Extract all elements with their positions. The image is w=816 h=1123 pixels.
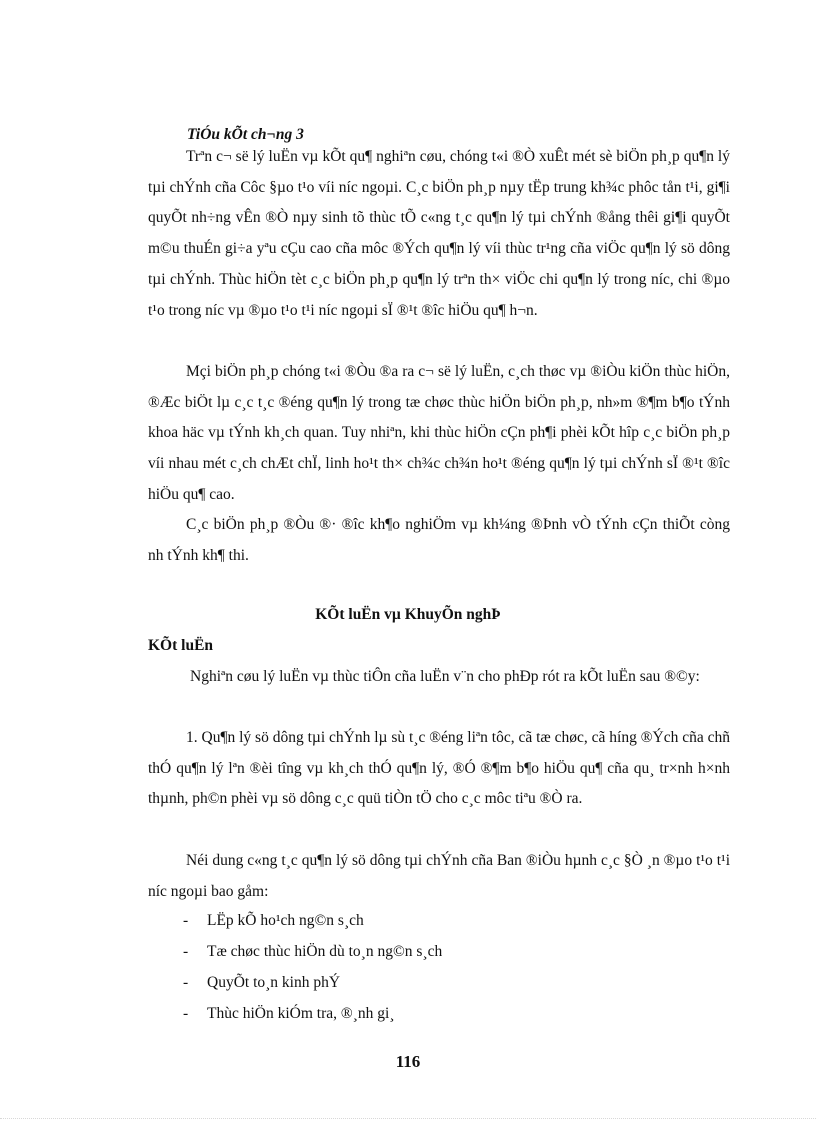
list-item: - Thùc hiÖn kiÓm tra, ®¸nh gi¸ [183, 1005, 395, 1022]
page-number: 116 [395, 1052, 421, 1071]
summary-paragraph-1: Trªn c¬ së lý luËn vµ kÕt qu¶ nghiªn cøu, chóng t«i ®Ò xuÊt mét sè biÖn ph¸p qu¶n lý tµi chÝnh cña Côc §µo t¹o víi níc ngoµi. C¸c biÖn ph¸p nµy tËp trung kh¾c phôc tån t¹i, gi¶i quyÕt nh÷ng vÊn ®Ò nµy sinh tõ thùc tÕ c«ng t¸c qu¶n lý tµi chÝnh ®ång thêi gi¶i quyÕt m©u thuÉn gi÷a yªu cÇu cao cña môc ®Ých qu¶n lý víi thùc tr¹ng cña viÖc qu¶n lý sö dông tµi chÝnh. Thùc hiÖn tèt c¸c biÖn ph¸p qu¶n lý trªn th× viÖc chi qu¶n lý trong níc, chi ®µo t¹o trong níc vµ ®µo t¹o t¹i níc ngoµi sÏ ®¹t ®îc hiÖu qu¶ h¬n. [148, 148, 730, 319]
conclusion-point-1: 1. Qu¶n lý sö dông tµi chÝnh lµ sù t¸c ®éng liªn tôc, cã tæ chøc, cã híng ®Ých cña chñ thÓ qu¶n lý lªn ®èi tîng vµ kh¸ch thÓ qu¶n lý, ®Ó ®¶m b¶o hiÖu qu¶ cña qu¸ tr×nh h×nh thµnh, ph©n phèi vµ sö dông c¸c quü tiÒn tÖ cho c¸c môc tiªu ®Ò ra. [148, 729, 730, 808]
section-summary-heading: TiÓu kÕt ch¬ng 3 [187, 126, 304, 143]
conclusion-intro: Nghiªn cøu lý luËn vµ thùc tiÔn cña luËn v¨n cho phÐp rót ra kÕt luËn sau ®©y: [190, 668, 700, 685]
budget-tasks-list [183, 905, 442, 1029]
summary-paragraph-2: Mçi biÖn ph¸p chóng t«i ®Òu ®a ra c¬ së lý luËn, c¸ch thøc vµ ®iÒu kiÖn thùc hiÖn, ®Æc biÖt lµ c¸c t¸c ®éng qu¶n lý trong tæ chøc thùc hiÖn biÖn ph¸p, nh»m ®¶m b¶o tÝnh khoa häc vµ tÝnh kh¸ch quan. Tuy nhiªn, khi thùc hiÖn cÇn ph¶i phèi kÕt hîp c¸c biÖn ph¸p víi nhau mét c¸ch chÆt chÏ, linh ho¹t th× ch¾c ch¾n ho¹t ®éng qu¶n lý tµi chÝnh sÏ ®¹t ®îc hiÖu qu¶ cao. [148, 363, 730, 503]
conclusion-subheading: KÕt luËn [148, 637, 214, 654]
conclusion-title: KÕt luËn vµ KhuyÕn nghÞ [315, 606, 501, 623]
conclusion-point-2-intro: Néi dung c«ng t¸c qu¶n lý sö dông tµi chÝnh cña Ban ®iÒu hµnh c¸c §Ò ¸n ®µo t¹o t¹i níc ngoµi bao gåm: [148, 852, 730, 900]
list-item: - LËp kÕ ho¹ch ng©n s¸ch [183, 912, 364, 929]
list-item: - QuyÕt to¸n kinh phÝ [183, 974, 341, 991]
page-bottom-divider [0, 1118, 816, 1119]
list-item: - Tæ chøc thùc hiÖn dù to¸n ng©n s¸ch [183, 943, 443, 960]
summary-paragraph-3: C¸c biÖn ph¸p ®Òu ®· ®îc kh¶o nghiÖm vµ kh¼ng ®Þnh vÒ tÝnh cÇn thiÕt còng nh tÝnh kh¶ thi. [148, 516, 730, 564]
